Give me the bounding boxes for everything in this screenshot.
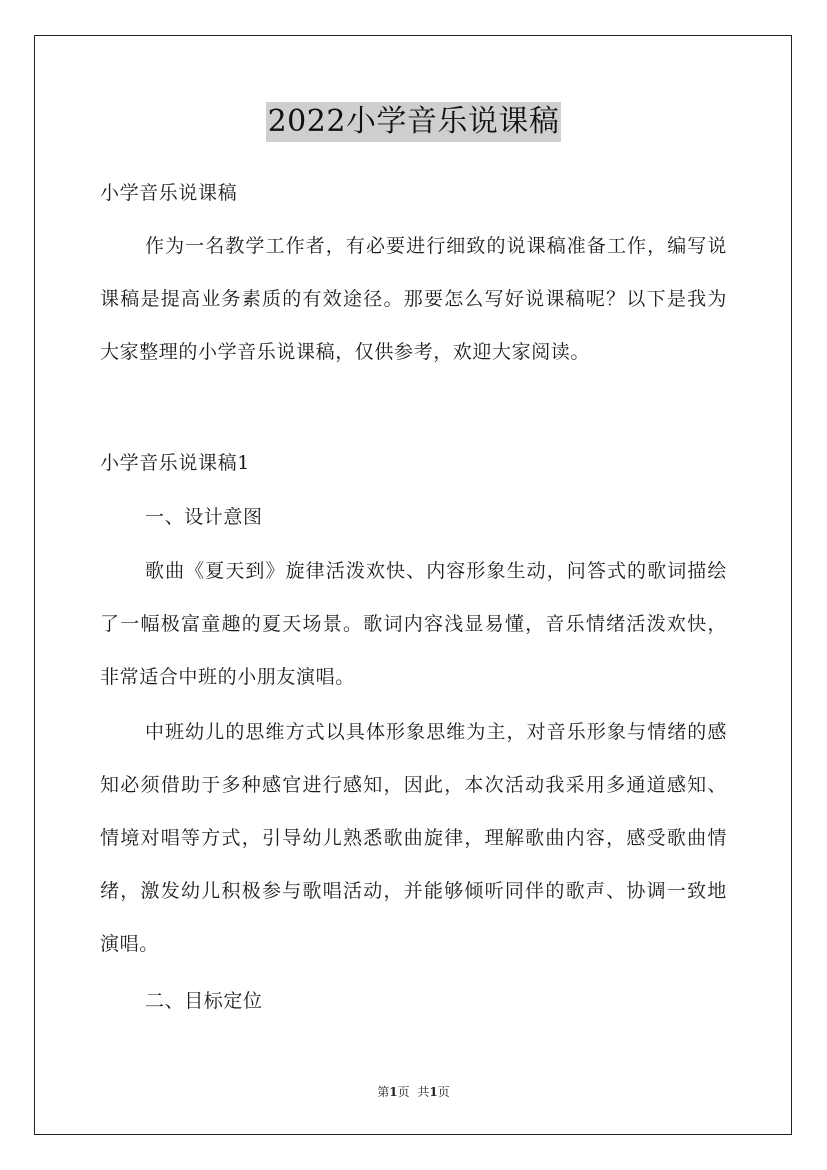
subtitle: 小学音乐说课稿 xyxy=(100,182,238,204)
footer-page-suffix: 页 xyxy=(397,1085,410,1099)
subheading-target: 二、目标定位 xyxy=(145,990,263,1012)
footer-page-prefix: 第 xyxy=(377,1085,390,1099)
paragraph-song-description: 歌曲《夏天到》旋律活泼欢快、内容形象生动，问答式的歌词描绘了一幅极富童趣的夏天场景。歌词内容浅显易懂，音乐情绪活泼欢快，非常适合中班的小朋友演唱。 xyxy=(100,560,727,688)
section-heading: 小学音乐说课稿1 xyxy=(100,452,250,474)
footer-total-number: 1 xyxy=(429,1085,438,1099)
page-footer xyxy=(0,1083,827,1100)
paragraph-teaching-approach: 中班幼儿的思维方式以具体形象思维为主，对音乐形象与情绪的感知必须借助于多种感官进行感知，因此，本次活动我采用多通道感知、情境对唱等方式，引导幼儿熟悉歌曲旋律，理解歌曲内容，感受歌曲情绪，激发幼儿积极参与歌唱活动，并能够倾听同伴的歌声、协调一致地演唱。 xyxy=(100,721,727,955)
footer-total-prefix: 共 xyxy=(417,1085,430,1099)
intro-paragraph: 作为一名教学工作者，有必要进行细致的说课稿准备工作，编写说课稿是提高业务素质的有效途径。那要怎么写好说课稿呢？以下是我为大家整理的小学音乐说课稿，仅供参考，欢迎大家阅读。 xyxy=(100,235,727,363)
footer-total-suffix: 页 xyxy=(437,1085,450,1099)
document-title: 2022小学音乐说课稿 xyxy=(266,102,562,142)
subheading-design-intent: 一、设计意图 xyxy=(145,506,263,528)
footer-page-number: 1 xyxy=(389,1085,398,1099)
title-container xyxy=(0,102,827,142)
